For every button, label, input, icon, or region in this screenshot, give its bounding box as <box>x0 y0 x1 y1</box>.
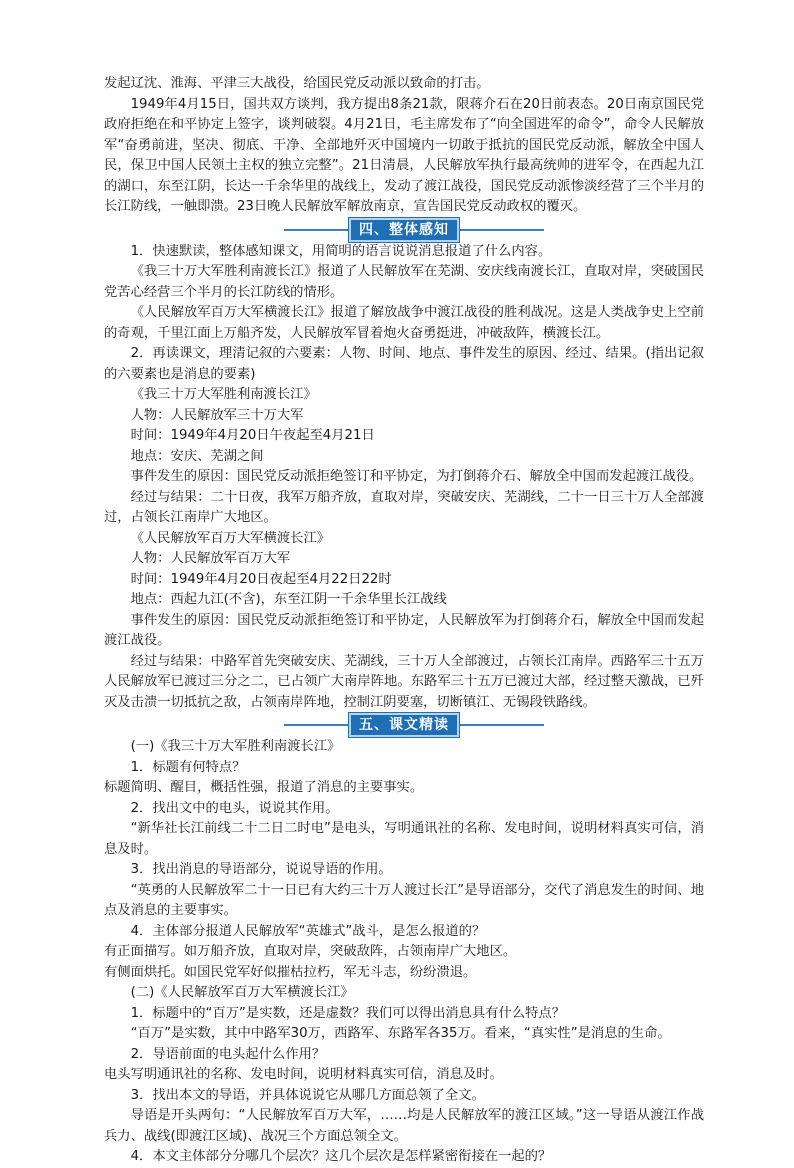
section-heading-4-label: 四、整体感知 <box>349 218 459 242</box>
element-people-2: 人物：人民解放军百万大军 <box>130 551 291 566</box>
close-reading-a2: “新华社长江前线二十二日二时电”是电头，写明通讯社的名称、发电时间，说明材料真实可信，消息及时。 <box>104 821 704 857</box>
article-title-2: 《人民解放军百万大军横渡长江》 <box>130 530 331 546</box>
close-reading-q6: 2．导语前面的电头起什么作用？ <box>130 1046 326 1062</box>
close-reading-a4a: 有正面描写。如万船齐放，直取对岸，突破敌阵，占领南岸广大地区。 <box>104 944 517 959</box>
element-place-2: 地点：西起九江(不含)，东至江阴一千余华里长江战线 <box>130 592 447 607</box>
element-time-2: 时间：1949年4月20日夜起至4月22日22时 <box>130 571 392 587</box>
close-reading-q4: 4．主体部分报道人民解放军“英雄式”战斗，是怎么报道的？ <box>130 923 486 939</box>
close-reading-q1: 1．标题有何特点？ <box>130 759 246 775</box>
close-reading-a7: 导语是开头两句：“人民解放军百万大军，……均是人民解放军的渡江区域。”这一导语从渡江作战兵力、战线(即渡江区域)、战况三个方面总领全文。 <box>104 1108 704 1144</box>
element-people-1: 人物：人民解放军三十万大军 <box>130 407 304 423</box>
close-reading-a3: “英勇的人民解放军二十一日已有大约三十万人渡过长江”是导语部分，交代了消息发生的时间、地点及消息的主要事实。 <box>104 882 704 918</box>
paragraph-continuation: 发起辽沈、淮海、平津三大战役，给国民党反动派以致命的打击。 <box>104 76 490 91</box>
element-time-1: 时间：1949年4月20日午夜起至4月21日 <box>130 428 375 443</box>
element-process-2: 经过与结果：中路军首先突破安庆、芜湖线，三十万人全部渡过，占领长江南岸。西路军三十五万人民解放军已渡过三分之二，已占领广大南岸阵地。东路军三十五万已渡过大部，经过整天激战，已歼灭及击溃一切抵抗之敌，占领南岸阵地，控制江阴要塞，切断镇江、无锡段铁路线。 <box>104 653 704 710</box>
close-reading-a1: 标题简明、醒目，概括性强，报道了消息的主要事实。 <box>104 780 424 795</box>
element-process-1: 经过与结果：二十日夜，我军万船齐放，直取对岸，突破安庆、芜湖线，二十一日三十万人全部渡过，占领长江南岸广大地区。 <box>104 489 704 525</box>
close-reading-a5: “百万”是实数，其中中路军30万，西路军、东路军各35万。看来，“真实性”是消息的生命。 <box>130 1026 671 1041</box>
close-reading-q8: 4．本文主体部分分哪几个层次？这几个层次是怎样紧密衔接在一起的？ <box>130 1149 552 1164</box>
close-reading-q3: 3．找出消息的导语部分，说说导语的作用。 <box>130 862 392 877</box>
answer-1b: 《人民解放军百万大军横渡长江》报道了解放战争中渡江战役的胜利战况。这是人类战争史上空前的奇观，千里江面上万船齐发，人民解放军冒着炮火奋勇挺进，冲破敌阵，横渡长江。 <box>104 305 704 341</box>
close-reading-a4b: 有侧面烘托。如国民党军好似摧枯拉朽，军无斗志，纷纷溃退。 <box>104 964 477 980</box>
section-heading-4 <box>104 218 704 242</box>
section-heading-5-label: 五、课文精读 <box>349 713 459 737</box>
subsection-1-title: (一)《我三十万大军胜利南渡长江》 <box>130 739 341 754</box>
paragraph-background: 1949年4月15日，国共双方谈判，我方提出8条21款，限蒋介石在20日前表态。20日南京国民党政府拒绝在和平协定上签字，谈判破裂。4月21日，毛主席发布了“向全国进军的命令”，命令人民解放军“奋勇前进，坚决、彻底、干净、全部地歼灭中国境内一切敢于抵抗的国民党反动派，解放全中国人民，保卫中国人民领土主权的独立完整”。21日清晨，人民解放军执行最高统帅的进军令，在西起九江的湖口，东至江阴，长达一千余华里的战线上，发动了渡江战役，国民党反动派惨淡经营了三个半月的长江防线，一触即溃。23日晚人民解放军解放南京，宣告国民党反动政权的覆灭。 <box>104 96 704 214</box>
question-2: 2．再读课文，理清记叙的六要素：人物、时间、地点、事件发生的原因、经过、结果。(指出记叙的六要素也是消息的要素) <box>104 346 704 382</box>
element-cause-2: 事件发生的原因：国民党反动派拒绝签订和平协定，人民解放军为打倒蒋介石，解放全中国而发起渡江战役。 <box>104 612 704 648</box>
close-reading-q7: 3．找出本文的导语，并具体说说它从哪几方面总领了全文。 <box>130 1087 485 1103</box>
element-cause-1: 事件发生的原因：国民党反动派拒绝签订和平协定，为打倒蒋介石、解放全中国而发起渡江战役。 <box>130 469 703 484</box>
close-reading-a6: 电头写明通讯社的名称、发电时间，说明材料真实可信，消息及时。 <box>104 1067 503 1082</box>
close-reading-q2: 2．找出文中的电头，说说其作用。 <box>130 800 339 816</box>
article-title-1: 《我三十万大军胜利南渡长江》 <box>130 387 317 402</box>
section-heading-5 <box>104 713 704 737</box>
answer-1a: 《我三十万大军胜利南渡长江》报道了人民解放军在芜湖、安庆线南渡长江，直取对岸，突破国民党苦心经营三个半月的长江防线的情形。 <box>104 264 704 300</box>
document-page <box>104 74 704 1168</box>
subsection-2-title: (二)《人民解放军百万大军横渡长江》 <box>130 985 354 1000</box>
close-reading-q5: 1．标题中的“百万”是实数，还是虚数？我们可以得出消息具有什么特点？ <box>130 1005 566 1021</box>
question-1: 1．快速默读，整体感知课文，用简明的语言说说消息报道了什么内容。 <box>130 243 552 259</box>
element-place-1: 地点：安庆、芜湖之间 <box>130 448 264 464</box>
